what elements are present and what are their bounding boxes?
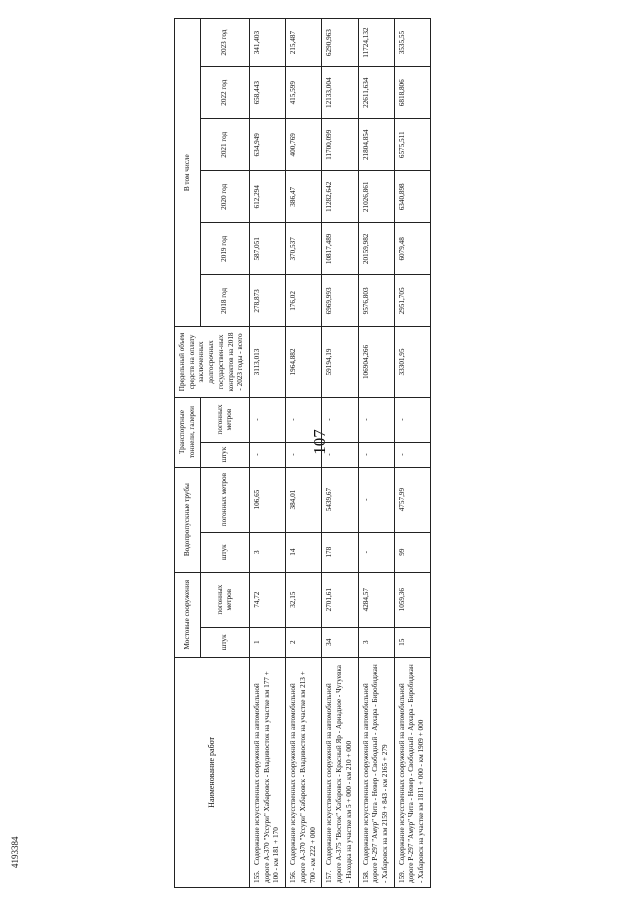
tunnels-pcs-cell: - bbox=[394, 442, 430, 467]
year-2020-cell: 612,294 bbox=[250, 171, 286, 223]
bridges-m-cell: 74,72 bbox=[250, 572, 286, 627]
year-2019-cell: 20159,982 bbox=[358, 223, 394, 275]
header-year-2019: 2019 год bbox=[201, 223, 250, 275]
tunnels-m-cell: - bbox=[358, 397, 394, 442]
pipes-m-cell: 4757,99 bbox=[394, 467, 430, 532]
year-2023-cell: 215,487 bbox=[286, 19, 322, 67]
bridges-pcs-cell: 3 bbox=[358, 627, 394, 657]
bridges-m-cell: 32,15 bbox=[286, 572, 322, 627]
year-2023-cell: 341,403 bbox=[250, 19, 286, 67]
pipes-pcs-cell: - bbox=[358, 532, 394, 572]
work-name: Содержание искусственных сооружений на автомобильной дороге А-370 "Уссури" Хабаровск - Владивосток на участке км 213 + 700 - км 222 + 000 bbox=[289, 671, 317, 883]
header-tunnels-m: погонных метров bbox=[201, 397, 250, 442]
table-row bbox=[322, 19, 358, 888]
year-2020-cell: 386,47 bbox=[286, 171, 322, 223]
tunnels-m-cell: - bbox=[394, 397, 430, 442]
header-year-2020: 2020 год bbox=[201, 171, 250, 223]
year-2021-cell: 6575,511 bbox=[394, 119, 430, 171]
work-name: Содержание искусственных сооружений на автомобильной дороге А-370 "Уссури" Хабаровск - Владивосток на участке км 177 + 100 - км 181 + 170 bbox=[253, 671, 281, 883]
year-2019-cell: 370,537 bbox=[286, 223, 322, 275]
header-bridges: Мостовые сооружения bbox=[175, 572, 201, 657]
row-number: 156. bbox=[289, 870, 298, 883]
table-row bbox=[358, 19, 394, 888]
header-including: В том числе bbox=[175, 19, 201, 327]
year-2023-cell: 3535,55 bbox=[394, 19, 430, 67]
bridges-pcs-cell: 34 bbox=[322, 627, 358, 657]
row-number: 157. bbox=[325, 870, 334, 883]
year-2021-cell: 21804,854 bbox=[358, 119, 394, 171]
year-2021-cell: 11700,099 bbox=[322, 119, 358, 171]
year-2022-cell: 415,599 bbox=[286, 67, 322, 119]
total-cell: 3113,013 bbox=[250, 327, 286, 397]
bridges-m-cell: 4284,57 bbox=[358, 572, 394, 627]
year-2020-cell: 21026,861 bbox=[358, 171, 394, 223]
year-2022-cell: 12133,004 bbox=[322, 67, 358, 119]
total-cell: 106904,266 bbox=[358, 327, 394, 397]
year-2022-cell: 6818,806 bbox=[394, 67, 430, 119]
work-name-cell bbox=[250, 657, 286, 887]
year-2021-cell: 400,769 bbox=[286, 119, 322, 171]
rotated-table-wrapper bbox=[174, 18, 634, 888]
header-year-2021: 2021 год bbox=[201, 119, 250, 171]
document-code: 4193384 bbox=[10, 836, 20, 868]
bridges-pcs-cell: 15 bbox=[394, 627, 430, 657]
work-name-cell bbox=[322, 657, 358, 887]
work-name-cell bbox=[358, 657, 394, 887]
table-body bbox=[250, 19, 431, 888]
tunnels-pcs-cell: - bbox=[250, 442, 286, 467]
tunnels-m-cell: - bbox=[322, 397, 358, 442]
pipes-m-cell: 384,01 bbox=[286, 467, 322, 532]
pipes-m-cell: 5439,67 bbox=[322, 467, 358, 532]
pipes-pcs-cell: 14 bbox=[286, 532, 322, 572]
year-2020-cell: 11282,642 bbox=[322, 171, 358, 223]
row-number: 159. bbox=[397, 870, 406, 883]
year-2023-cell: 11724,132 bbox=[358, 19, 394, 67]
header-tunnels-pcs: штук bbox=[201, 442, 250, 467]
year-2019-cell: 10817,489 bbox=[322, 223, 358, 275]
bridges-pcs-cell: 2 bbox=[286, 627, 322, 657]
year-2023-cell: 6290,963 bbox=[322, 19, 358, 67]
header-pipes: Водопропускные трубы bbox=[175, 467, 201, 572]
header-name: Наименование работ bbox=[175, 657, 250, 887]
work-name-cell bbox=[286, 657, 322, 887]
work-name: Содержание искусственных сооружений на автомобильной дороге Р-297 "Амур" Чита - Невер - Свободный - Архара - Биробиджан - Хабаровск на участке км 1811 + 000 - км 1909 + 000 bbox=[397, 664, 426, 883]
bridges-m-cell: 2701,61 bbox=[322, 572, 358, 627]
row-number: 155. bbox=[253, 870, 262, 883]
header-pipes-pcs: штук bbox=[201, 532, 250, 572]
header-pipes-m: погонных метров bbox=[201, 467, 250, 532]
header-year-2023: 2023 год bbox=[201, 19, 250, 67]
pipes-pcs-cell: 178 bbox=[322, 532, 358, 572]
tunnels-m-cell: - bbox=[250, 397, 286, 442]
year-2019-cell: 6079,48 bbox=[394, 223, 430, 275]
year-2022-cell: 658,443 bbox=[250, 67, 286, 119]
work-name: Содержание искусственных сооружений на автомобильной дороге Р-297 "Амур" Чита - Невер - Свободный - Архара - Биробиджан - Хабаровск на км 2159 + 843 - км 2165 + 279 bbox=[361, 664, 389, 883]
bridges-pcs-cell: 1 bbox=[250, 627, 286, 657]
tunnels-m-cell: - bbox=[286, 397, 322, 442]
pipes-pcs-cell: 99 bbox=[394, 532, 430, 572]
tunnels-pcs-cell: - bbox=[322, 442, 358, 467]
works-table bbox=[174, 18, 431, 888]
header-bridges-pcs: штук bbox=[201, 627, 250, 657]
pipes-pcs-cell: 3 bbox=[250, 532, 286, 572]
work-name: Содержание искусственных сооружений на автомобильной дороге А-375 "Восток" Хабаровск - Красный Яр - Ариадное - Чугуевка - Находка на участке км 5 + 000 - км 210 + 000 bbox=[325, 665, 353, 883]
total-cell: 33301,95 bbox=[394, 327, 430, 397]
year-2018-cell: 2951,705 bbox=[394, 275, 430, 327]
total-cell: 59194,19 bbox=[322, 327, 358, 397]
year-2018-cell: 9576,803 bbox=[358, 275, 394, 327]
table-row bbox=[286, 19, 322, 888]
total-cell: 1964,882 bbox=[286, 327, 322, 397]
header-year-2018: 2018 год bbox=[201, 275, 250, 327]
pipes-m-cell: 106,65 bbox=[250, 467, 286, 532]
table-header bbox=[175, 19, 250, 888]
table-row bbox=[250, 19, 286, 888]
pipes-m-cell: - bbox=[358, 467, 394, 532]
page-number: 107 bbox=[310, 429, 329, 455]
work-name-cell bbox=[394, 657, 430, 887]
bridges-m-cell: 1059,36 bbox=[394, 572, 430, 627]
header-limit-total: Предельный объем средств на оплату заключенных долгосрочных государствен-ных контрактов на 2018 - 2023 годы - всего bbox=[175, 327, 250, 397]
year-2021-cell: 634,949 bbox=[250, 119, 286, 171]
year-2020-cell: 6340,898 bbox=[394, 171, 430, 223]
header-bridges-m: погонных метров bbox=[201, 572, 250, 627]
year-2018-cell: 278,873 bbox=[250, 275, 286, 327]
header-tunnels: Транспортные тоннели, галереи bbox=[175, 397, 201, 467]
row-number: 158. bbox=[361, 870, 370, 883]
year-2019-cell: 587,051 bbox=[250, 223, 286, 275]
header-year-2022: 2022 год bbox=[201, 67, 250, 119]
year-2018-cell: 176,02 bbox=[286, 275, 322, 327]
tunnels-pcs-cell: - bbox=[286, 442, 322, 467]
year-2018-cell: 6969,993 bbox=[322, 275, 358, 327]
table-row bbox=[394, 19, 430, 888]
tunnels-pcs-cell: - bbox=[358, 442, 394, 467]
year-2022-cell: 22611,634 bbox=[358, 67, 394, 119]
